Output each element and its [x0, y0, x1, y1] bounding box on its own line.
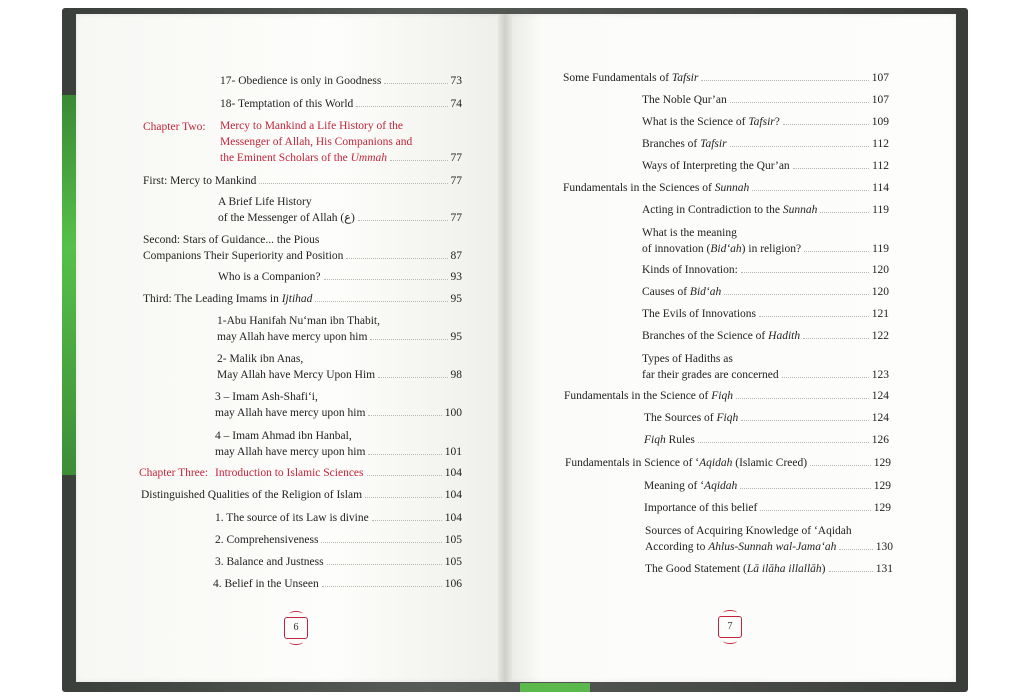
toc-page-number: 77	[450, 175, 462, 187]
toc-entry-italic: Tafsir	[700, 138, 727, 150]
toc-entry-title: Kinds of Innovation:	[642, 264, 738, 276]
toc-entry-title: The Good Statement (	[645, 563, 747, 575]
toc-page-number: 119	[872, 243, 889, 255]
toc-page-number: 74	[450, 98, 462, 110]
toc-entry	[642, 202, 889, 218]
toc-leader	[384, 83, 447, 84]
toc-leader	[367, 475, 442, 476]
toc-entry	[143, 173, 462, 189]
chapter-title-line: the Eminent Scholars of the	[220, 152, 351, 164]
toc-entry-title: Branches of	[642, 138, 701, 150]
toc-entry	[215, 428, 462, 460]
toc-entry	[644, 432, 889, 448]
toc-entry-italic: Lā ilāha illallāh	[746, 563, 822, 575]
toc-entry-italic: Aqidah	[704, 480, 738, 492]
toc-entry-italic: Aqidah	[699, 457, 733, 469]
toc-page-number: 107	[871, 94, 889, 106]
toc-entry	[215, 554, 462, 570]
toc-page-number: 105	[444, 534, 462, 546]
toc-entry-title: 4. Belief in the Unseen	[213, 578, 319, 590]
toc-leader	[736, 398, 869, 399]
toc-leader	[372, 520, 442, 521]
toc-leader	[752, 190, 869, 191]
toc-entry-title: Rules	[665, 434, 695, 446]
toc-leader	[368, 415, 441, 416]
toc-leader	[793, 168, 870, 169]
toc-leader	[741, 420, 869, 421]
toc-entry-title: Types of Hadiths as	[642, 353, 733, 365]
toc-leader	[368, 454, 441, 455]
toc-page-number: 77	[450, 212, 462, 224]
toc-leader	[783, 124, 869, 125]
chapter-title-line: Mercy to Mankind a Life History of the	[220, 120, 403, 132]
toc-page-number: 114	[872, 182, 889, 194]
toc-entry-title: Who is a Companion?	[218, 271, 321, 283]
toc-entry-title: First: Mercy to Mankind	[143, 175, 257, 187]
toc-leader	[390, 160, 447, 161]
toc-entry	[642, 158, 889, 174]
toc-entry	[642, 114, 889, 130]
toc-entry-title: 4 – Imam Ahmad ibn Hanbal,	[215, 430, 352, 442]
toc-entry-title: Fundamentals in the Science of	[564, 390, 712, 402]
toc-entry	[143, 291, 462, 307]
toc-entry	[642, 262, 889, 278]
toc-entry-title: The Noble Qur’an	[642, 94, 727, 106]
toc-entry	[642, 136, 889, 152]
toc-page-number: 122	[871, 330, 889, 342]
toc-leader	[820, 212, 869, 213]
toc-entry-suffix: ?	[774, 116, 780, 128]
toc-entry-italic: Sunnah	[782, 204, 818, 216]
toc-page-number: 77	[450, 152, 462, 164]
toc-entry	[642, 92, 889, 108]
toc-entry-title: Branches of the Science of	[642, 330, 769, 342]
toc-entry-italic: Bid‘ah	[689, 286, 722, 298]
toc-leader	[321, 542, 441, 543]
toc-page-number: 104	[444, 489, 462, 501]
toc-leader	[829, 571, 873, 572]
toc-leader	[370, 339, 447, 340]
toc-entry-italic: Hadith	[768, 330, 801, 342]
toc-entry-title: Second: Stars of Guidance... the Pious	[143, 234, 320, 246]
toc-entry-italic: Ijtihad	[281, 293, 313, 305]
toc-entry-italic: Fiqh	[644, 434, 666, 446]
toc-page-number: 121	[871, 308, 889, 320]
toc-entry-italic: Tafsir	[671, 72, 699, 84]
toc-entry	[644, 478, 891, 494]
toc-entry-title: Third: The Leading Imams in	[143, 293, 282, 305]
toc-page-number: 129	[873, 457, 891, 469]
toc-entry	[642, 328, 889, 344]
toc-page-number: 95	[450, 293, 462, 305]
toc-page-number: 129	[873, 502, 891, 514]
toc-page-number: 112	[872, 138, 889, 150]
toc-entry-title: What is the meaning	[642, 227, 737, 239]
toc-entry	[563, 180, 889, 196]
chapter-title-italic: Ummah	[350, 152, 388, 164]
toc-entry-title: Fundamentals in Science of ‘	[565, 457, 700, 469]
toc-leader	[839, 549, 872, 550]
toc-page-number: 106	[444, 578, 462, 590]
toc-entry-title: may Allah have mercy upon him	[215, 446, 366, 458]
toc-leader	[259, 183, 447, 184]
toc-entry	[220, 96, 462, 112]
toc-page-number: 104	[444, 467, 462, 479]
toc-entry-title: The Evils of Innovations	[642, 308, 757, 320]
toc-page-number: 130	[875, 541, 893, 553]
toc-page-number: 101	[444, 446, 462, 458]
toc-page-number: 73	[450, 75, 462, 87]
toc-entry	[215, 389, 462, 421]
chapter-title-line: Messenger of Allah, His Companions and	[220, 136, 413, 148]
toc-entry-title: 2. Comprehensiveness	[215, 534, 319, 546]
toc-entry	[642, 284, 889, 300]
toc-entry	[215, 532, 462, 548]
toc-page-number: 112	[872, 160, 889, 172]
cover-edge-bottom	[520, 683, 590, 692]
toc-entry-title: Ways of Interpreting the Qur’an	[642, 160, 790, 172]
toc-entry-suffix: )	[821, 563, 826, 575]
chapter-title-line: Introduction to Islamic Sciences	[215, 467, 364, 479]
toc-entry	[217, 313, 462, 345]
toc-leader	[741, 272, 869, 273]
toc-entry-title: 1. The source of its Law is divine	[215, 512, 369, 524]
toc-page-number: 93	[450, 271, 462, 283]
toc-leader	[803, 338, 869, 339]
toc-entry-title: Distinguished Qualities of the Religion of Islam	[141, 489, 363, 501]
toc-page-number: 107	[871, 72, 889, 84]
toc-leader	[365, 497, 442, 498]
toc-leader	[782, 377, 869, 378]
toc-entry-title: 2- Malik ibn Anas,	[217, 353, 304, 365]
toc-entry-title: 17- Obedience is only in Goodness	[220, 75, 382, 87]
toc-page-number: 95	[450, 331, 462, 343]
toc-page-number: 100	[444, 407, 462, 419]
toc-page-number: 124	[871, 390, 889, 402]
toc-entry-title: Companions Their Superiority and Position	[143, 250, 344, 262]
toc-page-number: 105	[444, 556, 462, 568]
toc-entry-title: 1-Abu Hanifah Nu‘man ibn Thabit,	[217, 315, 380, 327]
toc-leader	[759, 316, 869, 317]
toc-leader	[698, 442, 869, 443]
toc-entry-title: Importance of this belief	[644, 502, 758, 514]
toc-leader	[378, 377, 447, 378]
toc-entry	[217, 351, 462, 383]
toc-leader	[358, 220, 448, 221]
toc-entry-title: Causes of	[642, 286, 690, 298]
toc-page-number: 123	[871, 369, 889, 381]
toc-entry-italic: Bid‘ah	[710, 243, 742, 255]
toc-entry-title: Some Fundamentals of	[563, 72, 672, 84]
toc-entry-italic: Sunnah	[714, 182, 750, 194]
toc-leader	[356, 106, 447, 107]
toc-entry	[213, 576, 462, 592]
toc-page-number: 124	[871, 412, 889, 424]
toc-entry-title: 3. Balance and Justness	[215, 556, 324, 568]
toc-entry	[141, 487, 462, 503]
chapter-label: Chapter Three:	[139, 467, 209, 479]
toc-page-number: 119	[872, 204, 889, 216]
toc-entry	[218, 194, 462, 226]
toc-leader	[315, 301, 447, 302]
toc-page-number: 129	[873, 480, 891, 492]
toc-leader	[701, 80, 868, 81]
toc-entry-title: Acting in Contradiction to the	[642, 204, 783, 216]
page-number: 7	[718, 616, 742, 638]
toc-entry-title: 3 – Imam Ash-Shafi‘i,	[215, 391, 318, 403]
toc-entry-title: Sources of Acquiring Knowledge of ‘Aqidah	[645, 525, 852, 537]
toc-leader	[730, 102, 869, 103]
toc-entry-title: may Allah have mercy upon him	[217, 331, 368, 343]
toc-page-number: 109	[871, 116, 889, 128]
toc-entry	[218, 269, 462, 285]
toc-page-number: 87	[450, 250, 462, 262]
toc-leader	[760, 510, 870, 511]
toc-entry-title: 18- Temptation of this World	[220, 98, 354, 110]
toc-page-number: 120	[871, 286, 889, 298]
toc-entry	[644, 500, 891, 516]
toc-page-number: 126	[871, 434, 889, 446]
toc-entry	[220, 73, 462, 89]
toc-entry-italic: Tafsir	[748, 116, 775, 128]
toc-entry	[642, 225, 889, 257]
toc-entry-title: The Sources of	[644, 412, 717, 424]
toc-page-number: 120	[871, 264, 889, 276]
toc-page-number: 131	[875, 563, 893, 575]
toc-entry-italic: Fiqh	[711, 390, 733, 402]
toc-page-number: 98	[450, 369, 462, 381]
toc-entry	[642, 351, 889, 383]
toc-leader	[804, 251, 869, 252]
chapter-title	[215, 465, 462, 481]
toc-entry-title: far their grades are concerned	[642, 369, 779, 381]
toc-entry	[645, 523, 893, 555]
toc-page-number: 104	[444, 512, 462, 524]
toc-entry	[563, 70, 889, 86]
toc-entry-title: of the Messenger of Allah (ع)	[218, 212, 355, 224]
toc-entry-title: According to	[645, 541, 709, 553]
toc-entry-title: What is the Science of	[642, 116, 749, 128]
toc-leader	[730, 146, 870, 147]
toc-entry	[642, 306, 889, 322]
toc-leader	[327, 564, 442, 565]
book-gutter	[498, 14, 512, 682]
toc-entry	[644, 410, 889, 426]
toc-entry-title: Meaning of ‘	[644, 480, 705, 492]
toc-entry	[564, 388, 889, 404]
toc-entry-italic: Fiqh	[716, 412, 739, 424]
chapter-label: Chapter Two:	[143, 121, 206, 133]
toc-entry-title: May Allah have Mercy Upon Him	[217, 369, 376, 381]
toc-leader	[740, 488, 870, 489]
toc-entry-title: of innovation (	[642, 243, 711, 255]
toc-entry-italic: Ahlus-Sunnah wal-Jama‘ah	[708, 541, 837, 553]
page-number: 6	[284, 617, 308, 639]
toc-entry	[645, 561, 893, 577]
toc-leader	[322, 586, 442, 587]
toc-entry	[215, 510, 462, 526]
toc-leader	[724, 294, 869, 295]
toc-entry-suffix: (Islamic Creed)	[732, 457, 808, 469]
toc-leader	[346, 258, 447, 259]
toc-entry	[143, 232, 462, 264]
chapter-title	[220, 118, 462, 166]
toc-entry-title: Fundamentals in the Sciences of	[563, 182, 715, 194]
toc-entry	[565, 455, 891, 471]
toc-entry-title: A Brief Life History	[218, 196, 312, 208]
toc-entry-title: may Allah have mercy upon him	[215, 407, 366, 419]
toc-leader	[324, 279, 448, 280]
toc-entry-suffix: ) in religion?	[741, 243, 802, 255]
toc-leader	[810, 465, 871, 466]
